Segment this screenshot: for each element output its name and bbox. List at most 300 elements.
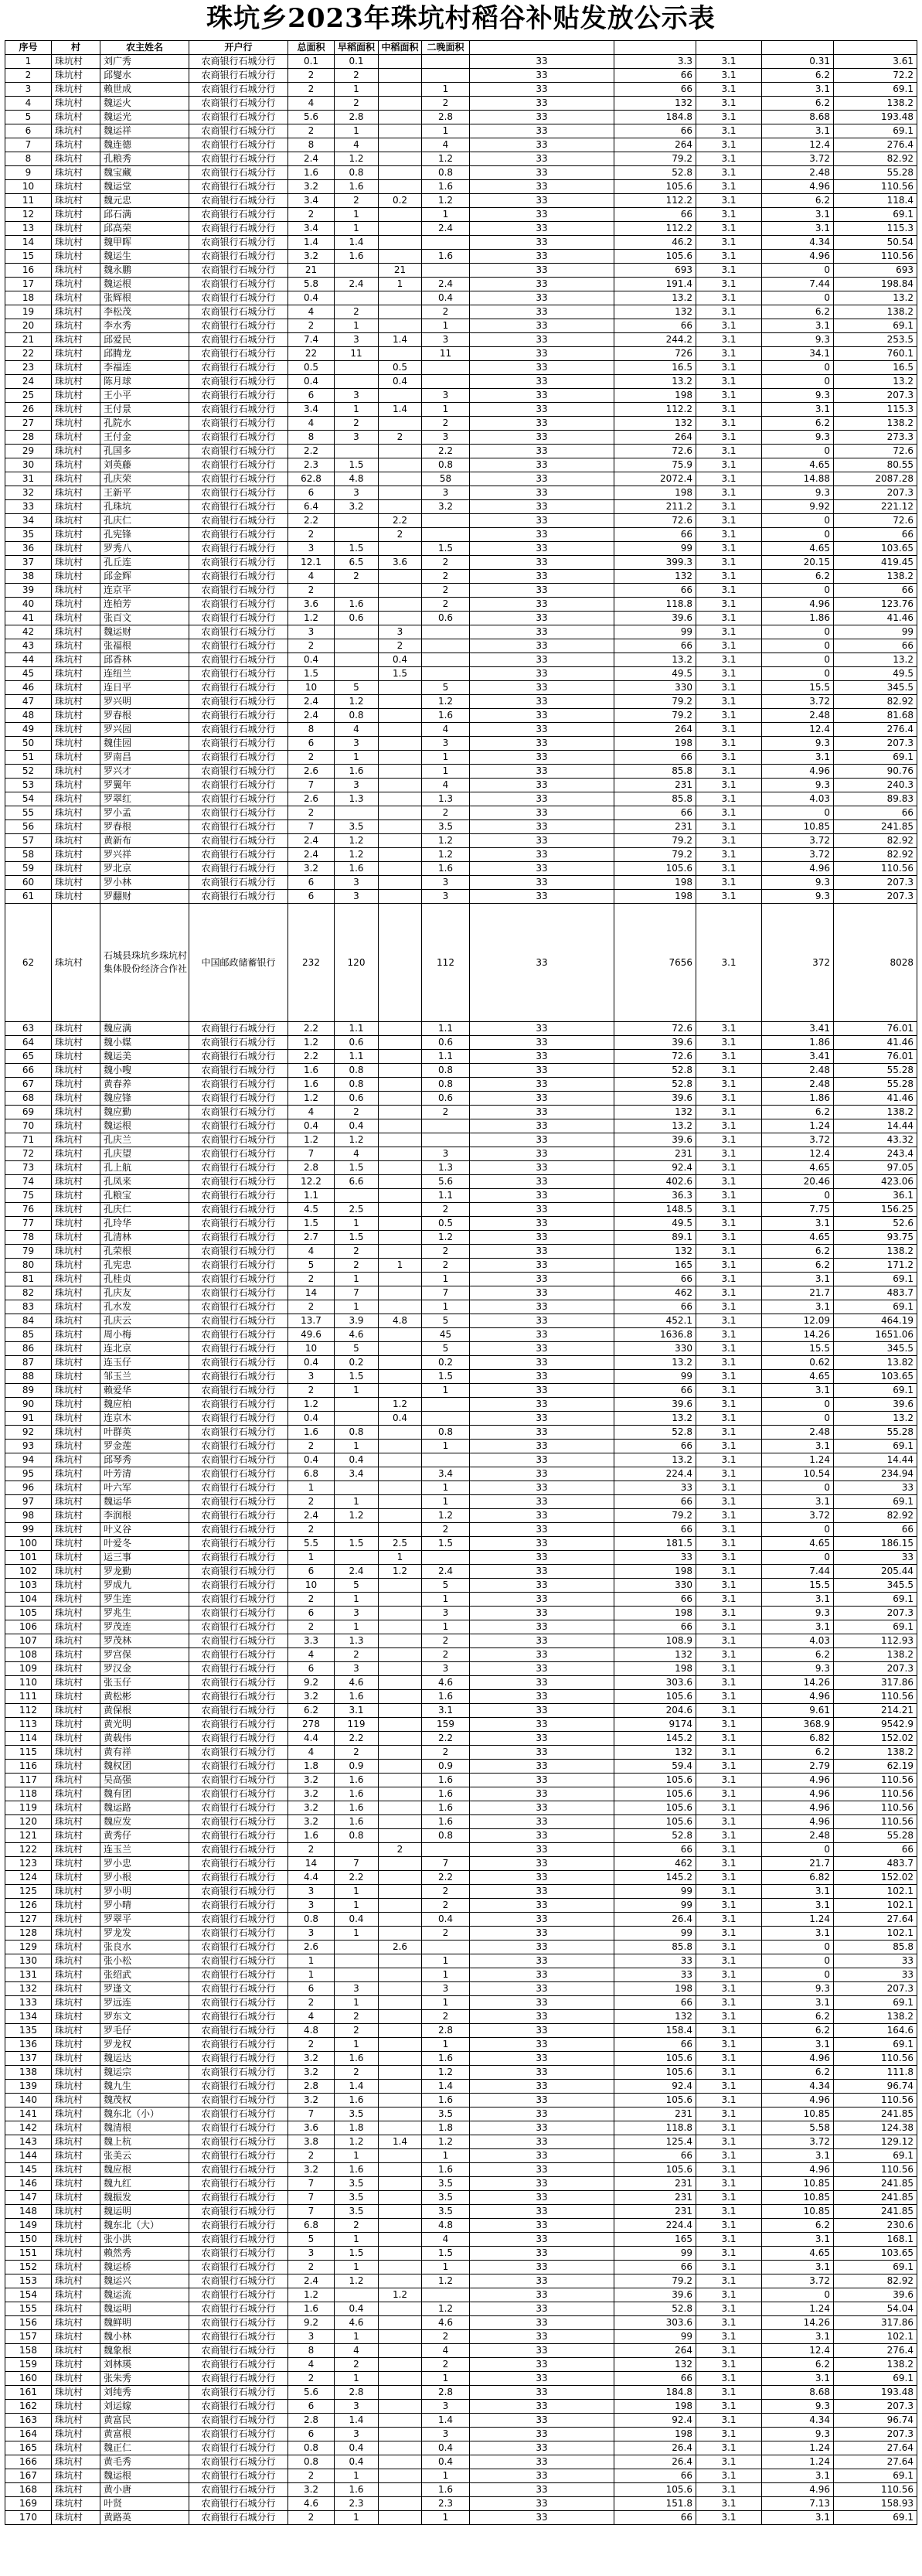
col-l-cell: 0 bbox=[762, 375, 834, 389]
col-j-cell: 66 bbox=[614, 1523, 696, 1537]
bank-cell: 农商银行石城分行 bbox=[189, 2455, 288, 2469]
bank-cell: 农商银行石城分行 bbox=[189, 111, 288, 124]
row-number-cell: 102 bbox=[5, 1565, 52, 1579]
col-k-cell: 3.1 bbox=[696, 2274, 762, 2288]
total-area-cell: 1.8 bbox=[288, 1760, 335, 1774]
row-number-cell: 119 bbox=[5, 1801, 52, 1815]
late-rice-area-cell: 3 bbox=[422, 486, 470, 500]
village-cell: 珠坑村 bbox=[52, 431, 100, 445]
total-area-cell: 4.4 bbox=[288, 1871, 335, 1885]
bank-cell: 农商银行石城分行 bbox=[189, 820, 288, 834]
col-j-cell: 59.4 bbox=[614, 1760, 696, 1774]
bank-cell: 农商银行石城分行 bbox=[189, 1092, 288, 1106]
col-l-cell: 3.1 bbox=[762, 751, 834, 765]
late-rice-area-cell bbox=[422, 1412, 470, 1426]
col-k-cell: 3.1 bbox=[696, 55, 762, 69]
late-rice-area-cell: 1.2 bbox=[422, 1509, 470, 1523]
farmer-name-cell: 吴高强 bbox=[100, 1774, 189, 1787]
row-number-cell: 163 bbox=[5, 2414, 52, 2428]
early-rice-area-cell bbox=[335, 1481, 379, 1495]
col-l-cell: 1.86 bbox=[762, 612, 834, 625]
col-j-cell: 66 bbox=[614, 1843, 696, 1857]
table-row bbox=[5, 152, 917, 166]
village-cell: 珠坑村 bbox=[52, 1022, 100, 1036]
village-cell: 珠坑村 bbox=[52, 1259, 100, 1273]
table-row bbox=[5, 2386, 917, 2400]
village-cell: 珠坑村 bbox=[52, 2107, 100, 2121]
early-rice-area-cell: 0.4 bbox=[335, 1913, 379, 1927]
village-cell: 珠坑村 bbox=[52, 806, 100, 820]
col-i-cell: 33 bbox=[470, 333, 614, 347]
col-m-cell: 50.54 bbox=[834, 236, 917, 250]
col-k-cell: 3.1 bbox=[696, 765, 762, 779]
col-k-cell: 3.1 bbox=[696, 2344, 762, 2358]
late-rice-area-cell: 1 bbox=[422, 1273, 470, 1286]
col-m-cell: 90.76 bbox=[834, 765, 917, 779]
village-cell: 珠坑村 bbox=[52, 1342, 100, 1356]
row-number-cell: 37 bbox=[5, 556, 52, 570]
village-cell: 珠坑村 bbox=[52, 278, 100, 291]
col-m-cell: 96.74 bbox=[834, 2080, 917, 2094]
mid-rice-area-cell: 0.5 bbox=[379, 361, 422, 375]
table-row bbox=[5, 124, 917, 138]
col-l-cell: 3.72 bbox=[762, 152, 834, 166]
col-m-cell: 55.28 bbox=[834, 1829, 917, 1843]
col-i-cell: 33 bbox=[470, 1565, 614, 1579]
village-cell: 珠坑村 bbox=[52, 417, 100, 431]
bank-cell: 农商银行石城分行 bbox=[189, 97, 288, 111]
early-rice-area-cell bbox=[335, 639, 379, 653]
early-rice-area-cell: 3.5 bbox=[335, 2191, 379, 2205]
bank-cell: 农商银行石城分行 bbox=[189, 834, 288, 848]
farmer-name-cell: 孔粮秀 bbox=[100, 152, 189, 166]
col-j-cell: 39.6 bbox=[614, 2288, 696, 2302]
total-area-cell: 0.8 bbox=[288, 2441, 335, 2455]
col-m-cell: 103.65 bbox=[834, 1370, 917, 1384]
total-area-cell: 0.4 bbox=[288, 1356, 335, 1370]
early-rice-area-cell: 1.5 bbox=[335, 2247, 379, 2261]
col-j-cell: 13.2 bbox=[614, 1412, 696, 1426]
mid-rice-area-cell bbox=[379, 2497, 422, 2511]
col-i-cell: 33 bbox=[470, 1495, 614, 1509]
early-rice-area-cell: 2 bbox=[335, 1245, 379, 1259]
village-cell: 珠坑村 bbox=[52, 1982, 100, 1996]
mid-rice-area-cell: 1.2 bbox=[379, 1398, 422, 1412]
early-rice-area-cell: 2.8 bbox=[335, 2386, 379, 2400]
col-l-cell: 4.34 bbox=[762, 236, 834, 250]
mid-rice-area-cell bbox=[379, 2428, 422, 2441]
late-rice-area-cell: 2 bbox=[422, 1259, 470, 1273]
col-m-cell: 207.3 bbox=[834, 876, 917, 890]
bank-cell: 农商银行石城分行 bbox=[189, 709, 288, 723]
total-area-cell: 2.2 bbox=[288, 514, 335, 528]
total-area-cell: 4 bbox=[288, 2010, 335, 2024]
mid-rice-area-cell: 2 bbox=[379, 1843, 422, 1857]
col-i-cell: 33 bbox=[470, 514, 614, 528]
col-l-cell: 21.7 bbox=[762, 1286, 834, 1300]
table-row bbox=[5, 83, 917, 97]
late-rice-area-cell: 1 bbox=[422, 208, 470, 222]
row-number-cell: 110 bbox=[5, 1676, 52, 1690]
village-cell: 珠坑村 bbox=[52, 1899, 100, 1913]
early-rice-area-cell bbox=[335, 361, 379, 375]
total-area-cell: 6 bbox=[288, 389, 335, 403]
col-i-cell: 33 bbox=[470, 1815, 614, 1829]
mid-rice-area-cell bbox=[379, 2483, 422, 2497]
bank-cell: 农商银行石城分行 bbox=[189, 2177, 288, 2191]
col-k-cell: 3.1 bbox=[696, 528, 762, 542]
col-m-cell: 72.6 bbox=[834, 445, 917, 458]
col-m-cell: 205.44 bbox=[834, 1565, 917, 1579]
col-m-cell: 62.19 bbox=[834, 1760, 917, 1774]
col-k-cell: 3.1 bbox=[696, 1384, 762, 1398]
late-rice-area-cell: 2 bbox=[422, 570, 470, 584]
header-cell: 开户行 bbox=[189, 41, 288, 55]
col-k-cell: 3.1 bbox=[696, 1440, 762, 1453]
col-k-cell: 3.1 bbox=[696, 1175, 762, 1189]
village-cell: 珠坑村 bbox=[52, 458, 100, 472]
table-row bbox=[5, 1412, 917, 1426]
row-number-cell: 131 bbox=[5, 1968, 52, 1982]
early-rice-area-cell: 1.5 bbox=[335, 458, 379, 472]
village-cell: 珠坑村 bbox=[52, 542, 100, 556]
village-cell: 珠坑村 bbox=[52, 1732, 100, 1746]
total-area-cell: 2.2 bbox=[288, 445, 335, 458]
col-l-cell: 4.96 bbox=[762, 598, 834, 612]
row-number-cell: 117 bbox=[5, 1774, 52, 1787]
mid-rice-area-cell: 2.2 bbox=[379, 514, 422, 528]
col-j-cell: 132 bbox=[614, 1746, 696, 1760]
early-rice-area-cell: 1.6 bbox=[335, 1774, 379, 1787]
col-j-cell: 36.3 bbox=[614, 1189, 696, 1203]
col-k-cell: 3.1 bbox=[696, 152, 762, 166]
col-j-cell: 99 bbox=[614, 1927, 696, 1941]
col-j-cell: 198 bbox=[614, 1565, 696, 1579]
col-k-cell: 3.1 bbox=[696, 820, 762, 834]
col-k-cell: 3.1 bbox=[696, 1634, 762, 1648]
village-cell: 珠坑村 bbox=[52, 194, 100, 208]
total-area-cell: 1.2 bbox=[288, 1133, 335, 1147]
farmer-name-cell: 孔庆望 bbox=[100, 1147, 189, 1161]
col-j-cell: 66 bbox=[614, 2469, 696, 2483]
village-cell: 珠坑村 bbox=[52, 1175, 100, 1189]
col-m-cell: 69.1 bbox=[834, 2038, 917, 2052]
col-i-cell: 33 bbox=[470, 1676, 614, 1690]
late-rice-area-cell: 1.3 bbox=[422, 792, 470, 806]
row-number-cell: 20 bbox=[5, 319, 52, 333]
col-i-cell: 33 bbox=[470, 2038, 614, 2052]
col-j-cell: 132 bbox=[614, 1106, 696, 1119]
col-i-cell: 33 bbox=[470, 1147, 614, 1161]
col-j-cell: 105.6 bbox=[614, 1815, 696, 1829]
total-area-cell: 278 bbox=[288, 1718, 335, 1732]
col-l-cell: 9.3 bbox=[762, 876, 834, 890]
late-rice-area-cell: 2.8 bbox=[422, 2024, 470, 2038]
late-rice-area-cell: 0.8 bbox=[422, 458, 470, 472]
row-number-cell: 94 bbox=[5, 1453, 52, 1467]
late-rice-area-cell: 0.4 bbox=[422, 2441, 470, 2455]
col-k-cell: 3.1 bbox=[696, 834, 762, 848]
mid-rice-area-cell: 0.4 bbox=[379, 653, 422, 667]
row-number-cell: 148 bbox=[5, 2205, 52, 2219]
col-l-cell: 6.2 bbox=[762, 417, 834, 431]
village-cell: 珠坑村 bbox=[52, 1551, 100, 1565]
col-i-cell: 33 bbox=[470, 1941, 614, 1954]
col-k-cell: 3.1 bbox=[696, 2191, 762, 2205]
col-i-cell: 33 bbox=[470, 375, 614, 389]
bank-cell: 农商银行石城分行 bbox=[189, 1022, 288, 1036]
col-m-cell: 69.1 bbox=[834, 751, 917, 765]
total-area-cell: 2.4 bbox=[288, 834, 335, 848]
village-cell: 珠坑村 bbox=[52, 2066, 100, 2080]
farmer-name-cell: 罗兴祥 bbox=[100, 848, 189, 862]
col-k-cell: 3.1 bbox=[696, 1732, 762, 1746]
col-k-cell: 3.1 bbox=[696, 180, 762, 194]
mid-rice-area-cell bbox=[379, 1787, 422, 1801]
late-rice-area-cell: 1.2 bbox=[422, 152, 470, 166]
row-number-cell: 70 bbox=[5, 1119, 52, 1133]
farmer-name-cell: 邱金辉 bbox=[100, 570, 189, 584]
total-area-cell: 3.2 bbox=[288, 2483, 335, 2497]
early-rice-area-cell: 0.2 bbox=[335, 1356, 379, 1370]
village-cell: 珠坑村 bbox=[52, 2261, 100, 2274]
col-j-cell: 184.8 bbox=[614, 111, 696, 124]
mid-rice-area-cell bbox=[379, 2344, 422, 2358]
col-k-cell: 3.1 bbox=[696, 751, 762, 765]
table-row bbox=[5, 305, 917, 319]
row-number-cell: 64 bbox=[5, 1036, 52, 1050]
row-number-cell: 47 bbox=[5, 695, 52, 709]
mid-rice-area-cell bbox=[379, 1774, 422, 1787]
mid-rice-area-cell bbox=[379, 2455, 422, 2469]
col-m-cell: 138.2 bbox=[834, 305, 917, 319]
bank-cell: 农商银行石城分行 bbox=[189, 361, 288, 375]
col-i-cell: 33 bbox=[470, 1648, 614, 1662]
col-j-cell: 52.8 bbox=[614, 166, 696, 180]
late-rice-area-cell: 1.2 bbox=[422, 834, 470, 848]
col-m-cell: 39.6 bbox=[834, 1398, 917, 1412]
early-rice-area-cell: 2.2 bbox=[335, 1871, 379, 1885]
col-m-cell: 82.92 bbox=[834, 695, 917, 709]
village-cell: 珠坑村 bbox=[52, 2288, 100, 2302]
bank-cell: 农商银行石城分行 bbox=[189, 2191, 288, 2205]
late-rice-area-cell: 2 bbox=[422, 417, 470, 431]
farmer-name-cell: 魏永鹏 bbox=[100, 264, 189, 278]
total-area-cell: 6.2 bbox=[288, 1704, 335, 1718]
col-m-cell: 55.28 bbox=[834, 1064, 917, 1078]
total-area-cell: 2 bbox=[288, 208, 335, 222]
col-i-cell: 33 bbox=[470, 2080, 614, 2094]
village-cell: 珠坑村 bbox=[52, 2400, 100, 2414]
late-rice-area-cell: 1.6 bbox=[422, 1774, 470, 1787]
row-number-cell: 123 bbox=[5, 1857, 52, 1871]
table-row bbox=[5, 1300, 917, 1314]
early-rice-area-cell: 4.6 bbox=[335, 1328, 379, 1342]
early-rice-area-cell: 3 bbox=[335, 2428, 379, 2441]
col-m-cell: 13.82 bbox=[834, 1356, 917, 1370]
col-i-cell: 33 bbox=[470, 69, 614, 83]
col-i-cell: 33 bbox=[470, 890, 614, 904]
col-l-cell: 2.48 bbox=[762, 1829, 834, 1843]
row-number-cell: 118 bbox=[5, 1787, 52, 1801]
col-k-cell: 3.1 bbox=[696, 166, 762, 180]
col-m-cell: 129.12 bbox=[834, 2135, 917, 2149]
total-area-cell: 2 bbox=[288, 528, 335, 542]
village-cell: 珠坑村 bbox=[52, 2149, 100, 2163]
bank-cell: 农商银行石城分行 bbox=[189, 2066, 288, 2080]
mid-rice-area-cell bbox=[379, 876, 422, 890]
village-cell: 珠坑村 bbox=[52, 556, 100, 570]
col-m-cell: 483.7 bbox=[834, 1286, 917, 1300]
early-rice-area-cell: 1.2 bbox=[335, 695, 379, 709]
total-area-cell: 2 bbox=[288, 2372, 335, 2386]
late-rice-area-cell: 1 bbox=[422, 83, 470, 97]
early-rice-area-cell: 2 bbox=[335, 2010, 379, 2024]
col-i-cell: 33 bbox=[470, 1968, 614, 1982]
late-rice-area-cell: 112 bbox=[422, 904, 470, 1022]
early-rice-area-cell: 0.8 bbox=[335, 709, 379, 723]
total-area-cell: 6.4 bbox=[288, 500, 335, 514]
mid-rice-area-cell bbox=[379, 1300, 422, 1314]
village-cell: 珠坑村 bbox=[52, 1634, 100, 1648]
farmer-name-cell: 罗小根 bbox=[100, 1871, 189, 1885]
farmer-name-cell: 孔庆友 bbox=[100, 1286, 189, 1300]
col-l-cell: 9.3 bbox=[762, 737, 834, 751]
village-cell: 珠坑村 bbox=[52, 1245, 100, 1259]
early-rice-area-cell: 3.2 bbox=[335, 500, 379, 514]
village-cell: 珠坑村 bbox=[52, 1106, 100, 1119]
total-area-cell: 2 bbox=[288, 1300, 335, 1314]
village-cell: 珠坑村 bbox=[52, 486, 100, 500]
late-rice-area-cell: 2 bbox=[422, 1634, 470, 1648]
col-i-cell: 33 bbox=[470, 1092, 614, 1106]
col-k-cell: 3.1 bbox=[696, 1829, 762, 1843]
total-area-cell: 4 bbox=[288, 97, 335, 111]
table-row bbox=[5, 1746, 917, 1760]
row-number-cell: 99 bbox=[5, 1523, 52, 1537]
table-row bbox=[5, 1481, 917, 1495]
early-rice-area-cell: 0.6 bbox=[335, 612, 379, 625]
col-m-cell: 110.56 bbox=[834, 2094, 917, 2107]
total-area-cell: 0.4 bbox=[288, 1119, 335, 1133]
bank-cell: 农商银行石城分行 bbox=[189, 1593, 288, 1607]
bank-cell: 农商银行石城分行 bbox=[189, 83, 288, 97]
early-rice-area-cell: 7 bbox=[335, 1857, 379, 1871]
bank-cell: 农商银行石城分行 bbox=[189, 1314, 288, 1328]
mid-rice-area-cell bbox=[379, 2205, 422, 2219]
col-i-cell: 33 bbox=[470, 1342, 614, 1356]
row-number-cell: 35 bbox=[5, 528, 52, 542]
late-rice-area-cell: 1.2 bbox=[422, 2135, 470, 2149]
table-row bbox=[5, 361, 917, 375]
village-cell: 珠坑村 bbox=[52, 2428, 100, 2441]
village-cell: 珠坑村 bbox=[52, 264, 100, 278]
col-m-cell: 14.44 bbox=[834, 1453, 917, 1467]
total-area-cell: 3.2 bbox=[288, 862, 335, 876]
early-rice-area-cell bbox=[335, 653, 379, 667]
village-cell: 珠坑村 bbox=[52, 765, 100, 779]
early-rice-area-cell bbox=[335, 1551, 379, 1565]
col-i-cell: 33 bbox=[470, 361, 614, 375]
total-area-cell: 4 bbox=[288, 1106, 335, 1119]
total-area-cell: 10 bbox=[288, 1342, 335, 1356]
total-area-cell: 3.4 bbox=[288, 194, 335, 208]
farmer-name-cell: 魏上杭 bbox=[100, 2135, 189, 2149]
village-cell: 珠坑村 bbox=[52, 1968, 100, 1982]
col-j-cell: 66 bbox=[614, 1300, 696, 1314]
bank-cell: 农商银行石城分行 bbox=[189, 1384, 288, 1398]
village-cell: 珠坑村 bbox=[52, 737, 100, 751]
col-k-cell: 3.1 bbox=[696, 305, 762, 319]
total-area-cell: 2 bbox=[288, 124, 335, 138]
late-rice-area-cell: 1.2 bbox=[422, 194, 470, 208]
bank-cell: 农商银行石城分行 bbox=[189, 1871, 288, 1885]
mid-rice-area-cell bbox=[379, 291, 422, 305]
total-area-cell: 1.2 bbox=[288, 2288, 335, 2302]
col-m-cell: 27.64 bbox=[834, 1913, 917, 1927]
early-rice-area-cell: 1 bbox=[335, 1593, 379, 1607]
bank-cell: 农商银行石城分行 bbox=[189, 625, 288, 639]
col-k-cell: 3.1 bbox=[696, 138, 762, 152]
bank-cell: 农商银行石城分行 bbox=[189, 862, 288, 876]
total-area-cell: 1.6 bbox=[288, 1078, 335, 1092]
bank-cell: 农商银行石城分行 bbox=[189, 1648, 288, 1662]
col-j-cell: 145.2 bbox=[614, 1871, 696, 1885]
total-area-cell: 22 bbox=[288, 347, 335, 361]
late-rice-area-cell: 1.6 bbox=[422, 1815, 470, 1829]
early-rice-area-cell: 1.6 bbox=[335, 250, 379, 264]
farmer-name-cell: 罗兆生 bbox=[100, 1607, 189, 1620]
col-m-cell: 241.85 bbox=[834, 2205, 917, 2219]
mid-rice-area-cell bbox=[379, 751, 422, 765]
farmer-name-cell: 运三事 bbox=[100, 1551, 189, 1565]
col-l-cell: 21.7 bbox=[762, 1857, 834, 1871]
early-rice-area-cell bbox=[335, 667, 379, 681]
col-i-cell: 33 bbox=[470, 1732, 614, 1746]
village-cell: 珠坑村 bbox=[52, 570, 100, 584]
early-rice-area-cell: 3.9 bbox=[335, 1314, 379, 1328]
col-i-cell: 33 bbox=[470, 2483, 614, 2497]
col-l-cell: 3.1 bbox=[762, 403, 834, 417]
col-j-cell: 132 bbox=[614, 570, 696, 584]
col-j-cell: 151.8 bbox=[614, 2497, 696, 2511]
col-i-cell: 33 bbox=[470, 1161, 614, 1175]
village-cell: 珠坑村 bbox=[52, 55, 100, 69]
col-m-cell: 110.56 bbox=[834, 1787, 917, 1801]
col-k-cell: 3.1 bbox=[696, 2428, 762, 2441]
col-l-cell: 3.41 bbox=[762, 1022, 834, 1036]
farmer-name-cell: 黄路英 bbox=[100, 2511, 189, 2525]
total-area-cell: 4 bbox=[288, 2358, 335, 2372]
late-rice-area-cell: 2 bbox=[422, 2330, 470, 2344]
table-row bbox=[5, 333, 917, 347]
farmer-name-cell: 罗逢文 bbox=[100, 1982, 189, 1996]
col-j-cell: 105.6 bbox=[614, 1801, 696, 1815]
bank-cell: 农商银行石城分行 bbox=[189, 1175, 288, 1189]
late-rice-area-cell: 3.2 bbox=[422, 500, 470, 514]
bank-cell: 农商银行石城分行 bbox=[189, 2316, 288, 2330]
total-area-cell: 1 bbox=[288, 1968, 335, 1982]
col-l-cell: 6.2 bbox=[762, 69, 834, 83]
farmer-name-cell: 魏运路 bbox=[100, 1801, 189, 1815]
mid-rice-area-cell bbox=[379, 1746, 422, 1760]
mid-rice-area-cell bbox=[379, 2247, 422, 2261]
col-l-cell: 3.1 bbox=[762, 2038, 834, 2052]
farmer-name-cell: 罗生连 bbox=[100, 1593, 189, 1607]
village-cell: 珠坑村 bbox=[52, 2219, 100, 2233]
late-rice-area-cell bbox=[422, 236, 470, 250]
table-row bbox=[5, 639, 917, 653]
